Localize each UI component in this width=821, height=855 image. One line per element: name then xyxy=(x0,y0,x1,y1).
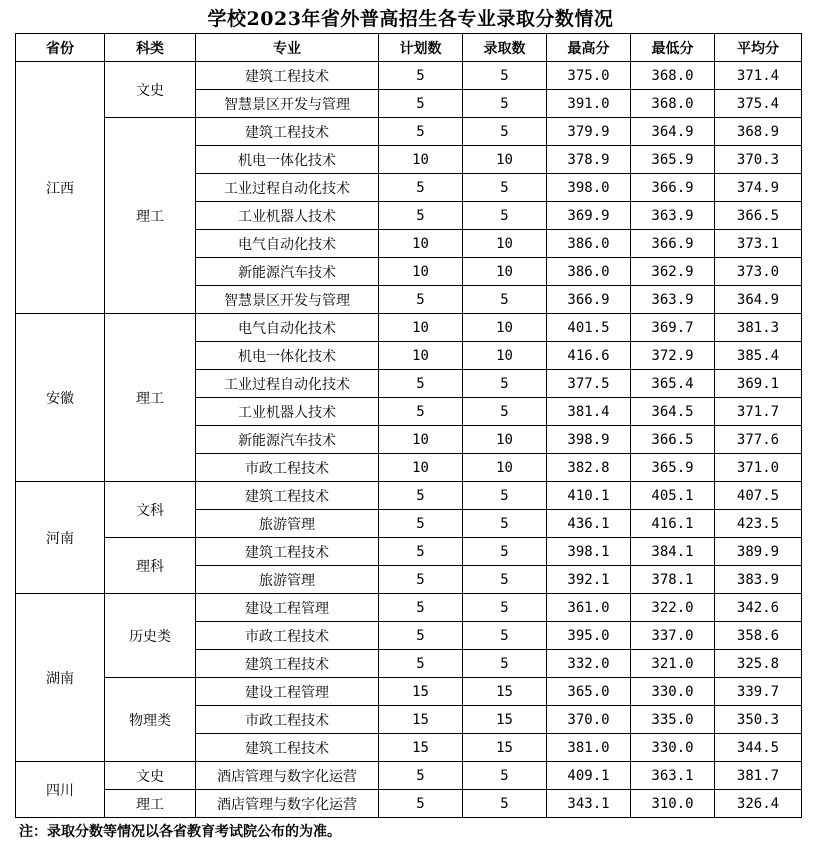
max-score-cell: 361.0 xyxy=(547,594,631,622)
plan-count-cell: 5 xyxy=(379,790,463,818)
min-score-cell: 330.0 xyxy=(631,734,715,762)
max-score-cell: 375.0 xyxy=(547,62,631,90)
max-score-cell: 409.1 xyxy=(547,762,631,790)
plan-count-cell: 10 xyxy=(379,314,463,342)
admitted-count-cell: 10 xyxy=(463,454,547,482)
plan-count-cell: 15 xyxy=(379,734,463,762)
province-cell: 江西 xyxy=(16,62,105,314)
major-cell: 机电一体化技术 xyxy=(196,146,379,174)
max-score-cell: 398.9 xyxy=(547,426,631,454)
admitted-count-cell: 5 xyxy=(463,398,547,426)
min-score-cell: 322.0 xyxy=(631,594,715,622)
major-cell: 建筑工程技术 xyxy=(196,650,379,678)
max-score-cell: 365.0 xyxy=(547,678,631,706)
max-score-cell: 378.9 xyxy=(547,146,631,174)
max-score-cell: 395.0 xyxy=(547,622,631,650)
min-score-cell: 366.5 xyxy=(631,426,715,454)
major-cell: 建筑工程技术 xyxy=(196,62,379,90)
avg-score-cell: 377.6 xyxy=(715,426,802,454)
min-score-cell: 310.0 xyxy=(631,790,715,818)
major-cell: 市政工程技术 xyxy=(196,454,379,482)
table-row xyxy=(16,314,802,342)
avg-score-cell: 370.3 xyxy=(715,146,802,174)
min-score-cell: 368.0 xyxy=(631,90,715,118)
avg-score-cell: 371.7 xyxy=(715,398,802,426)
major-cell: 市政工程技术 xyxy=(196,706,379,734)
major-cell: 电气自动化技术 xyxy=(196,314,379,342)
avg-score-cell: 375.4 xyxy=(715,90,802,118)
plan-count-cell: 5 xyxy=(379,762,463,790)
min-score-cell: 365.4 xyxy=(631,370,715,398)
major-cell: 酒店管理与数字化运营 xyxy=(196,762,379,790)
min-score-cell: 384.1 xyxy=(631,538,715,566)
header-min-score: 最低分 xyxy=(631,34,715,62)
plan-count-cell: 5 xyxy=(379,566,463,594)
min-score-cell: 364.9 xyxy=(631,118,715,146)
plan-count-cell: 10 xyxy=(379,454,463,482)
max-score-cell: 416.6 xyxy=(547,342,631,370)
min-score-cell: 366.9 xyxy=(631,230,715,258)
plan-count-cell: 5 xyxy=(379,286,463,314)
plan-count-cell: 10 xyxy=(379,146,463,174)
admitted-count-cell: 5 xyxy=(463,174,547,202)
avg-score-cell: 373.0 xyxy=(715,258,802,286)
category-cell: 文科 xyxy=(105,482,196,538)
avg-score-cell: 325.8 xyxy=(715,650,802,678)
min-score-cell: 368.0 xyxy=(631,62,715,90)
max-score-cell: 370.0 xyxy=(547,706,631,734)
min-score-cell: 363.9 xyxy=(631,202,715,230)
avg-score-cell: 374.9 xyxy=(715,174,802,202)
plan-count-cell: 5 xyxy=(379,398,463,426)
plan-count-cell: 10 xyxy=(379,258,463,286)
max-score-cell: 343.1 xyxy=(547,790,631,818)
min-score-cell: 372.9 xyxy=(631,342,715,370)
max-score-cell: 386.0 xyxy=(547,230,631,258)
avg-score-cell: 350.3 xyxy=(715,706,802,734)
plan-count-cell: 10 xyxy=(379,426,463,454)
max-score-cell: 382.8 xyxy=(547,454,631,482)
admitted-count-cell: 5 xyxy=(463,482,547,510)
avg-score-cell: 381.3 xyxy=(715,314,802,342)
major-cell: 建设工程管理 xyxy=(196,678,379,706)
plan-count-cell: 5 xyxy=(379,622,463,650)
admitted-count-cell: 5 xyxy=(463,762,547,790)
admitted-count-cell: 5 xyxy=(463,62,547,90)
page-title: 学校2023年省外普高招生各专业录取分数情况 xyxy=(207,8,614,30)
max-score-cell: 436.1 xyxy=(547,510,631,538)
table-row xyxy=(16,482,802,510)
plan-count-cell: 5 xyxy=(379,482,463,510)
avg-score-cell: 423.5 xyxy=(715,510,802,538)
major-cell: 工业机器人技术 xyxy=(196,398,379,426)
avg-score-cell: 342.6 xyxy=(715,594,802,622)
min-score-cell: 366.9 xyxy=(631,174,715,202)
province-cell: 安徽 xyxy=(16,314,105,482)
admitted-count-cell: 10 xyxy=(463,146,547,174)
admitted-count-cell: 15 xyxy=(463,678,547,706)
major-cell: 市政工程技术 xyxy=(196,622,379,650)
min-score-cell: 363.1 xyxy=(631,762,715,790)
min-score-cell: 365.9 xyxy=(631,454,715,482)
plan-count-cell: 5 xyxy=(379,370,463,398)
header-category: 科类 xyxy=(105,34,196,62)
max-score-cell: 391.0 xyxy=(547,90,631,118)
header-plan: 计划数 xyxy=(379,34,463,62)
province-cell: 四川 xyxy=(16,762,105,818)
avg-score-cell: 383.9 xyxy=(715,566,802,594)
min-score-cell: 369.7 xyxy=(631,314,715,342)
major-cell: 旅游管理 xyxy=(196,510,379,538)
major-cell: 建筑工程技术 xyxy=(196,118,379,146)
admitted-count-cell: 10 xyxy=(463,258,547,286)
header-major: 专业 xyxy=(196,34,379,62)
category-cell: 历史类 xyxy=(105,594,196,678)
avg-score-cell: 364.9 xyxy=(715,286,802,314)
table-row xyxy=(16,62,802,90)
major-cell: 工业过程自动化技术 xyxy=(196,370,379,398)
major-cell: 工业机器人技术 xyxy=(196,202,379,230)
plan-count-cell: 5 xyxy=(379,650,463,678)
admitted-count-cell: 10 xyxy=(463,342,547,370)
avg-score-cell: 344.5 xyxy=(715,734,802,762)
max-score-cell: 332.0 xyxy=(547,650,631,678)
header-province: 省份 xyxy=(16,34,105,62)
table-row xyxy=(16,118,802,146)
plan-count-cell: 5 xyxy=(379,118,463,146)
province-cell: 湖南 xyxy=(16,594,105,762)
major-cell: 建筑工程技术 xyxy=(196,538,379,566)
category-cell: 文史 xyxy=(105,62,196,118)
footnote: 注：录取分数等情况以各省教育考试院公布的为准。 xyxy=(19,824,341,840)
min-score-cell: 365.9 xyxy=(631,146,715,174)
admitted-count-cell: 5 xyxy=(463,650,547,678)
major-cell: 旅游管理 xyxy=(196,566,379,594)
admitted-count-cell: 5 xyxy=(463,286,547,314)
admitted-count-cell: 5 xyxy=(463,538,547,566)
plan-count-cell: 5 xyxy=(379,62,463,90)
avg-score-cell: 407.5 xyxy=(715,482,802,510)
min-score-cell: 335.0 xyxy=(631,706,715,734)
avg-score-cell: 381.7 xyxy=(715,762,802,790)
max-score-cell: 381.4 xyxy=(547,398,631,426)
table-row xyxy=(16,790,802,818)
table-body xyxy=(16,62,802,818)
header-admitted: 录取数 xyxy=(463,34,547,62)
plan-count-cell: 10 xyxy=(379,230,463,258)
major-cell: 智慧景区开发与管理 xyxy=(196,286,379,314)
plan-count-cell: 5 xyxy=(379,174,463,202)
max-score-cell: 398.0 xyxy=(547,174,631,202)
admitted-count-cell: 5 xyxy=(463,566,547,594)
header-max-score: 最高分 xyxy=(547,34,631,62)
category-cell: 理工 xyxy=(105,118,196,314)
province-cell: 河南 xyxy=(16,482,105,594)
admitted-count-cell: 5 xyxy=(463,622,547,650)
avg-score-cell: 326.4 xyxy=(715,790,802,818)
plan-count-cell: 5 xyxy=(379,594,463,622)
plan-count-cell: 5 xyxy=(379,202,463,230)
admitted-count-cell: 5 xyxy=(463,370,547,398)
min-score-cell: 405.1 xyxy=(631,482,715,510)
major-cell: 建筑工程技术 xyxy=(196,734,379,762)
max-score-cell: 410.1 xyxy=(547,482,631,510)
max-score-cell: 377.5 xyxy=(547,370,631,398)
min-score-cell: 330.0 xyxy=(631,678,715,706)
table-row xyxy=(16,538,802,566)
table-row xyxy=(16,678,802,706)
max-score-cell: 386.0 xyxy=(547,258,631,286)
admitted-count-cell: 10 xyxy=(463,426,547,454)
plan-count-cell: 5 xyxy=(379,90,463,118)
plan-count-cell: 5 xyxy=(379,510,463,538)
max-score-cell: 392.1 xyxy=(547,566,631,594)
admitted-count-cell: 5 xyxy=(463,510,547,538)
major-cell: 新能源汽车技术 xyxy=(196,258,379,286)
major-cell: 建筑工程技术 xyxy=(196,482,379,510)
major-cell: 工业过程自动化技术 xyxy=(196,174,379,202)
category-cell: 理工 xyxy=(105,790,196,818)
max-score-cell: 379.9 xyxy=(547,118,631,146)
min-score-cell: 364.5 xyxy=(631,398,715,426)
category-cell: 理科 xyxy=(105,538,196,594)
major-cell: 酒店管理与数字化运营 xyxy=(196,790,379,818)
header-avg-score: 平均分 xyxy=(715,34,802,62)
avg-score-cell: 366.5 xyxy=(715,202,802,230)
table-row xyxy=(16,762,802,790)
min-score-cell: 416.1 xyxy=(631,510,715,538)
plan-count-cell: 15 xyxy=(379,678,463,706)
admitted-count-cell: 10 xyxy=(463,230,547,258)
min-score-cell: 363.9 xyxy=(631,286,715,314)
major-cell: 电气自动化技术 xyxy=(196,230,379,258)
admitted-count-cell: 15 xyxy=(463,706,547,734)
plan-count-cell: 10 xyxy=(379,342,463,370)
max-score-cell: 401.5 xyxy=(547,314,631,342)
admitted-count-cell: 10 xyxy=(463,314,547,342)
table-header-row xyxy=(16,34,802,62)
avg-score-cell: 371.4 xyxy=(715,62,802,90)
min-score-cell: 378.1 xyxy=(631,566,715,594)
max-score-cell: 369.9 xyxy=(547,202,631,230)
major-cell: 建设工程管理 xyxy=(196,594,379,622)
avg-score-cell: 373.1 xyxy=(715,230,802,258)
avg-score-cell: 339.7 xyxy=(715,678,802,706)
major-cell: 机电一体化技术 xyxy=(196,342,379,370)
min-score-cell: 362.9 xyxy=(631,258,715,286)
avg-score-cell: 358.6 xyxy=(715,622,802,650)
table-row xyxy=(16,594,802,622)
max-score-cell: 381.0 xyxy=(547,734,631,762)
max-score-cell: 366.9 xyxy=(547,286,631,314)
admission-score-table xyxy=(15,33,802,818)
avg-score-cell: 389.9 xyxy=(715,538,802,566)
major-cell: 新能源汽车技术 xyxy=(196,426,379,454)
category-cell: 理工 xyxy=(105,314,196,482)
avg-score-cell: 385.4 xyxy=(715,342,802,370)
category-cell: 物理类 xyxy=(105,678,196,762)
admitted-count-cell: 15 xyxy=(463,734,547,762)
admitted-count-cell: 5 xyxy=(463,790,547,818)
min-score-cell: 337.0 xyxy=(631,622,715,650)
plan-count-cell: 5 xyxy=(379,538,463,566)
admitted-count-cell: 5 xyxy=(463,202,547,230)
min-score-cell: 321.0 xyxy=(631,650,715,678)
max-score-cell: 398.1 xyxy=(547,538,631,566)
admitted-count-cell: 5 xyxy=(463,118,547,146)
avg-score-cell: 369.1 xyxy=(715,370,802,398)
category-cell: 文史 xyxy=(105,762,196,790)
admitted-count-cell: 5 xyxy=(463,594,547,622)
avg-score-cell: 371.0 xyxy=(715,454,802,482)
admitted-count-cell: 5 xyxy=(463,90,547,118)
plan-count-cell: 15 xyxy=(379,706,463,734)
avg-score-cell: 368.9 xyxy=(715,118,802,146)
major-cell: 智慧景区开发与管理 xyxy=(196,90,379,118)
